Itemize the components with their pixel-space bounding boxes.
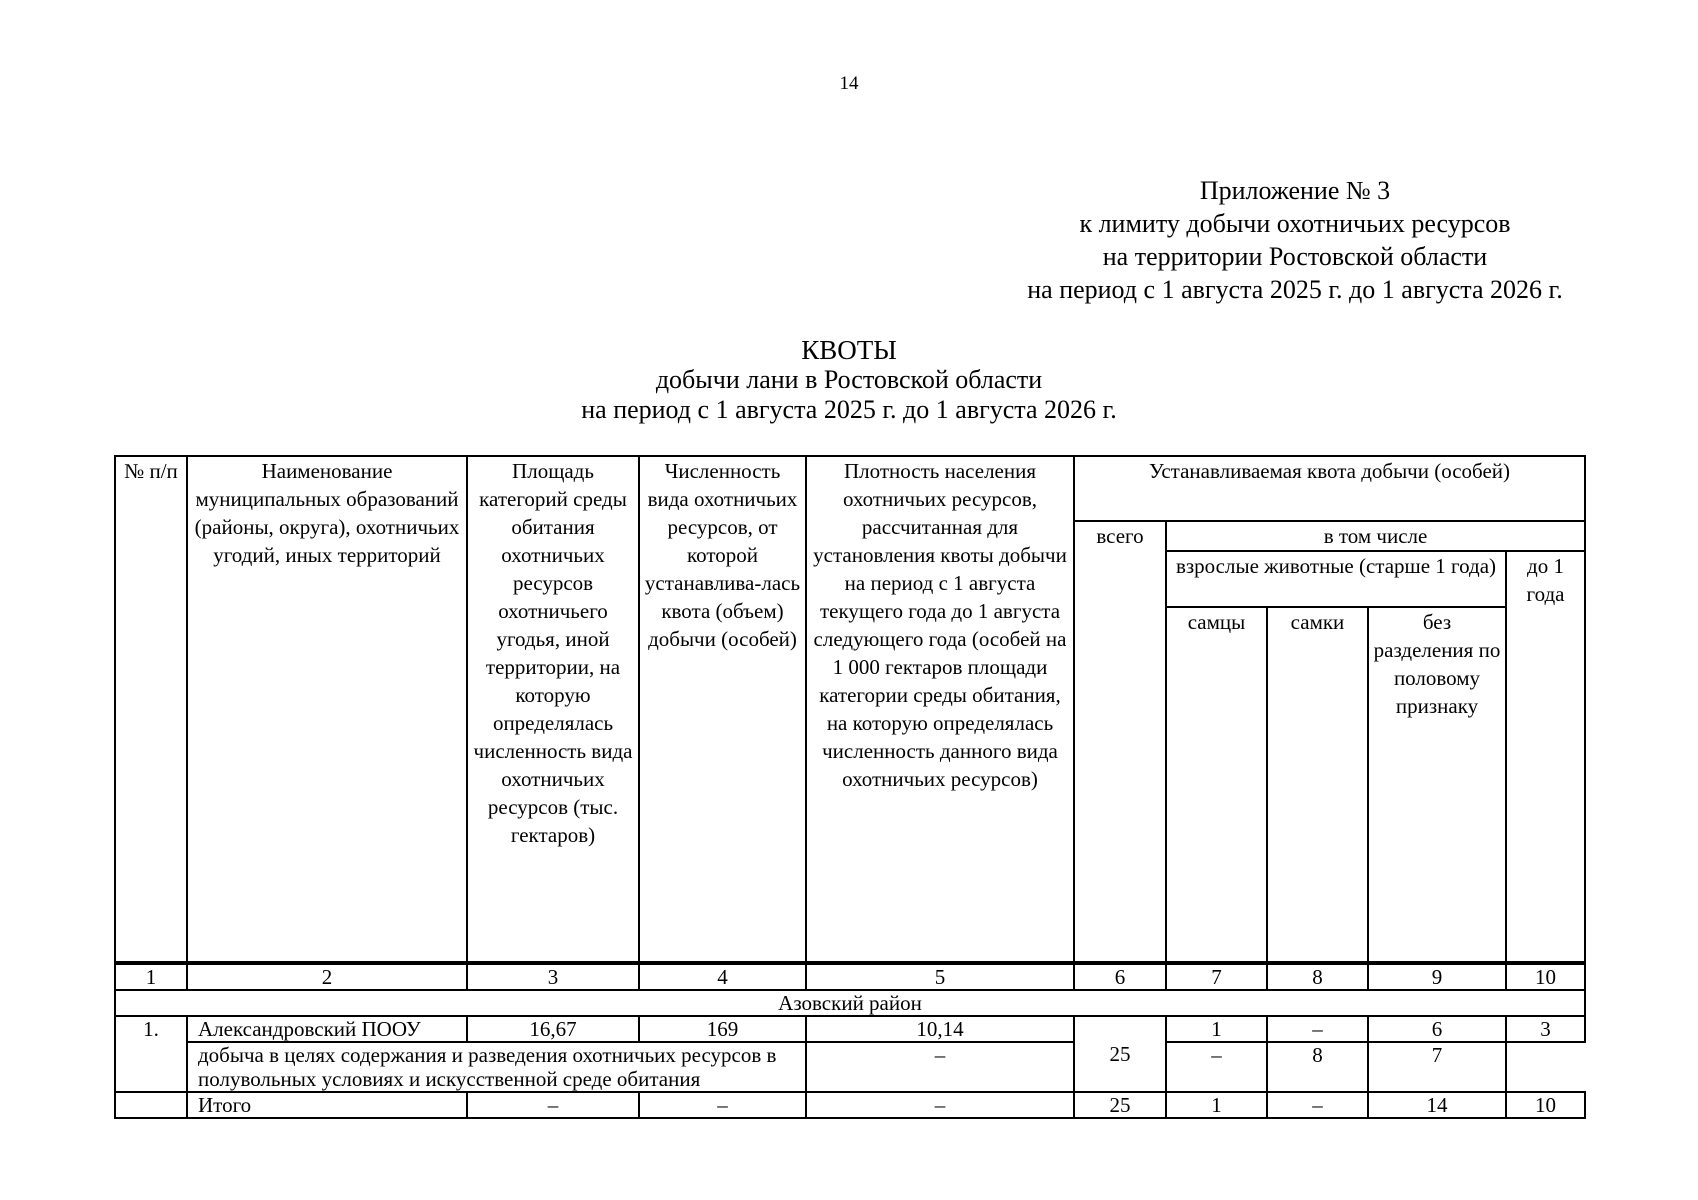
column-number: 1 [115, 963, 187, 990]
section-title: Азовский район [115, 990, 1585, 1016]
table-row [115, 1042, 1585, 1092]
purpose-males: – [806, 1042, 1074, 1092]
total-total: 25 [1074, 1092, 1166, 1118]
column-number: 10 [1506, 963, 1585, 990]
row-area: 16,67 [467, 1016, 639, 1042]
header-under1: до 1 года [1506, 551, 1585, 963]
column-number: 5 [806, 963, 1074, 990]
quota-table [114, 455, 1586, 1119]
total-area: – [467, 1092, 639, 1118]
row-population: 169 [639, 1016, 806, 1042]
total-no-sex: 14 [1368, 1092, 1506, 1118]
header-quota: Устанавливаемая квота добычи (особей) [1074, 456, 1585, 521]
purpose-under1: 7 [1368, 1042, 1506, 1092]
title-main: КВОТЫ [801, 335, 897, 365]
header-density: Плотность населения охотничьих ресурсов, рассчитанная для установления квоты добычи на период с 1 августа текущего года до 1 августа следующего года (особей на 1 000 гектаров площади категории среды обитания, на которую определялась численность данного вида охотничьих ресурсов) [806, 456, 1074, 963]
table-row [115, 1016, 1585, 1042]
purpose-text: добыча в целях содержания и разведения охотничьих ресурсов в полувольных условиях и искусственной среде обитания [187, 1042, 806, 1092]
column-number: 2 [187, 963, 467, 990]
total-density: – [806, 1092, 1074, 1118]
row-no-sex: 6 [1368, 1016, 1506, 1042]
total-females: – [1267, 1092, 1368, 1118]
title-line-2: добычи лани в Ростовской области [655, 365, 1043, 394]
header-including: в том числе [1166, 521, 1585, 551]
annex-line-3: на территории Ростовской области [1102, 242, 1488, 271]
row-total: 25 [1074, 1016, 1166, 1092]
document-title [0, 335, 1698, 425]
header-total: всего [1074, 521, 1166, 963]
annex-heading [1000, 174, 1590, 306]
annex-line-1: Приложение № 3 [1199, 176, 1391, 205]
header-area: Площадь категорий среды обитания охотничьих ресурсов охотничьего угодья, иной территории, на которую определялась численность вида охотничьих ресурсов (тыс. гектаров) [467, 456, 639, 963]
column-number: 3 [467, 963, 639, 990]
total-males: 1 [1166, 1092, 1267, 1118]
purpose-females: – [1166, 1042, 1267, 1092]
column-number: 6 [1074, 963, 1166, 990]
header-population: Численность вида охотничьих ресурсов, от которой устанавлива-лась квота (объем) добычи (особей) [639, 456, 806, 963]
total-num-empty [115, 1092, 187, 1118]
row-num: 1. [115, 1016, 187, 1092]
header-no-sex: без разделения по половому признаку [1368, 607, 1506, 963]
total-population: – [639, 1092, 806, 1118]
header-females: самки [1267, 607, 1368, 963]
header-males: самцы [1166, 607, 1267, 963]
title-line-3: на период с 1 августа 2025 г. до 1 августа 2026 г. [581, 395, 1117, 424]
header-adults: взрослые животные (старше 1 года) [1166, 551, 1506, 607]
row-name: Александровский ПООУ [187, 1016, 467, 1042]
column-number: 4 [639, 963, 806, 990]
column-number: 7 [1166, 963, 1267, 990]
annex-line-2: к лимиту добычи охотничьих ресурсов [1079, 209, 1511, 238]
purpose-no-sex: 8 [1267, 1042, 1368, 1092]
total-row [115, 1092, 1585, 1118]
row-density: 10,14 [806, 1016, 1074, 1042]
row-males: 1 [1166, 1016, 1267, 1042]
header-num: № п/п [115, 456, 187, 963]
header-name: Наименование муниципальных образований (районы, округа), охотничьих угодий, иных территорий [187, 456, 467, 963]
total-label: Итого [187, 1092, 467, 1118]
total-under1: 10 [1506, 1092, 1585, 1118]
column-numbers-row [115, 963, 1585, 990]
page-number: 14 [839, 73, 859, 94]
column-number: 8 [1267, 963, 1368, 990]
row-females: – [1267, 1016, 1368, 1042]
section-row [115, 990, 1585, 1016]
row-under1: 3 [1506, 1016, 1585, 1042]
column-number: 9 [1368, 963, 1506, 990]
annex-line-4: на период с 1 августа 2025 г. до 1 августа 2026 г. [1027, 275, 1563, 304]
